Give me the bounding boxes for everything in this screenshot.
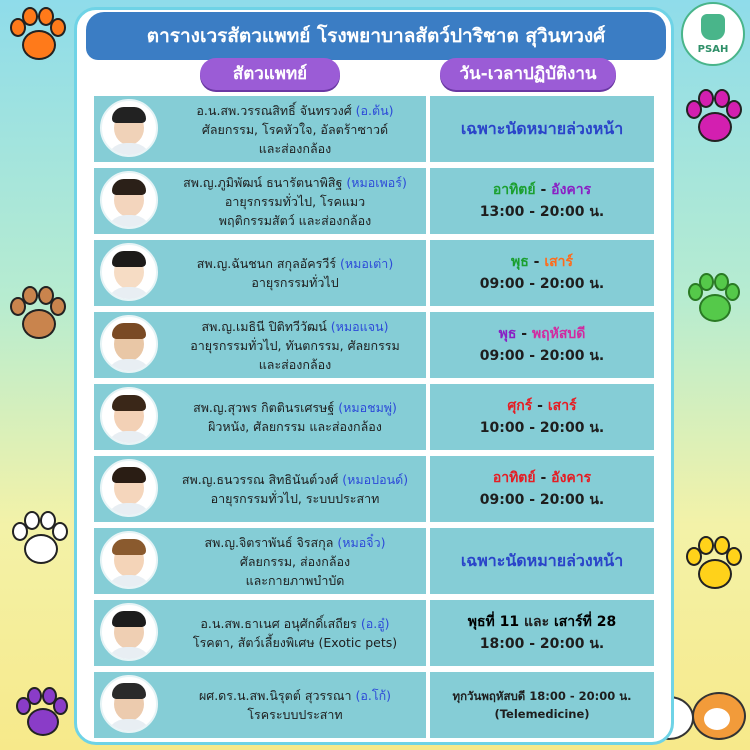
- table-row: [94, 312, 654, 378]
- work-days: [493, 467, 591, 489]
- vet-info: [166, 101, 424, 158]
- work-time: 13:00 - 20:00 น.: [479, 204, 605, 220]
- vet-info: [166, 533, 424, 590]
- vet-cell: [94, 384, 426, 450]
- paw-print-icon: [684, 535, 740, 591]
- schedule-cell: [430, 600, 654, 666]
- work-day-end: พฤหัสบดี: [531, 326, 586, 342]
- work-day-end: อังคาร: [551, 182, 592, 198]
- schedule-cell: [430, 528, 654, 594]
- work-day-start: ศุกร์: [507, 398, 533, 414]
- work-days: [493, 179, 591, 201]
- work-days: [468, 611, 617, 633]
- vet-specialty: อายุรกรรมทั่วไป, ระบบประสาท: [210, 491, 380, 506]
- vet-specialty: และส่องกล้อง: [258, 356, 332, 372]
- page-title: ตารางเวรสัตวแพทย์ โรงพยาบาลสัตว์ปาริชาต สุวินทวงศ์: [86, 12, 666, 60]
- vet-name-line: [166, 686, 424, 705]
- logo-text: PSAH: [697, 44, 729, 55]
- paw-print-icon: [10, 510, 66, 566]
- vet-name-line: [166, 614, 424, 633]
- table-row: [94, 384, 654, 450]
- appointment-only-label: เฉพาะนัดหมายล่วงหน้า: [460, 551, 624, 570]
- paw-print-icon: [8, 6, 64, 62]
- vet-nickname: (หมอปอนด์): [342, 472, 409, 487]
- appointment-only-label: เฉพาะนัดหมายล่วงหน้า: [460, 119, 624, 138]
- vet-name-line: [166, 173, 424, 192]
- work-day-end: อังคาร: [551, 470, 592, 486]
- vet-cell: [94, 456, 426, 522]
- vet-avatar: [100, 171, 158, 229]
- vet-specialty: อายุรกรรมทั่วไป, โรคแมว: [224, 193, 366, 209]
- paw-print-icon: [14, 686, 66, 738]
- vet-name: สพ.ญ.จิตราพันธ์ จิรสกุล: [204, 534, 334, 550]
- paw-print-icon: [684, 88, 740, 144]
- vet-specialty: อายุรกรรมทั่วไป: [251, 275, 339, 290]
- table-row: [94, 600, 654, 666]
- work-time: 09:00 - 20:00 น.: [479, 348, 605, 364]
- vet-info: [166, 470, 424, 508]
- vet-name-line: [166, 470, 424, 489]
- vet-avatar: [100, 531, 158, 589]
- schedule-cell: [430, 672, 654, 738]
- vet-info: [166, 173, 424, 230]
- vet-info: [166, 614, 424, 652]
- table-row: [94, 96, 654, 162]
- schedule-column-header: วัน-เวลาปฏิบัติงาน: [440, 58, 616, 90]
- vet-nickname: (อ.อู๋): [360, 616, 390, 631]
- vet-avatar: [100, 387, 158, 445]
- vet-specialty: และส่องกล้อง: [258, 140, 332, 156]
- work-day-start: อาทิตย์: [492, 470, 536, 486]
- work-day-start: อาทิตย์: [492, 182, 536, 198]
- vet-specialty: และกายภาพบำบัด: [245, 572, 345, 588]
- hospital-logo: [681, 2, 745, 66]
- work-time: 09:00 - 20:00 น.: [479, 492, 605, 508]
- work-days: [511, 251, 573, 273]
- day-connector: -: [532, 398, 548, 414]
- vet-specialty: โรคตา, สัตว์เลี้ยงพิเศษ (Exotic pets): [192, 635, 398, 650]
- vet-name-line: [166, 317, 424, 336]
- vet-cell: [94, 96, 426, 162]
- vet-specialty: ศัลยกรรม, ส่องกล้อง: [239, 553, 351, 569]
- work-day-end: เสาร์ที่ 28: [553, 614, 617, 630]
- vet-avatar: [100, 603, 158, 661]
- work-day-start: พุธ: [510, 254, 529, 270]
- vet-name: ผศ.ดร.น.สพ.นิรุตต์ สุวรรณา: [198, 688, 352, 703]
- vet-avatar: [100, 315, 158, 373]
- vet-avatar: [100, 675, 158, 733]
- vet-name: อ.น.สพ.ธาเนศ อนุศักดิ์เสถียร: [200, 616, 357, 631]
- telemedicine-time: ทุกวันพฤหัสบดี 18:00 - 20:00 น.: [452, 689, 632, 703]
- schedule-cell: [430, 240, 654, 306]
- vet-name: สพ.ญ.ธนวรรณ สิทธินันต์วงศ์: [181, 472, 339, 487]
- vet-nickname: (หมอชมพู่): [338, 400, 397, 415]
- vet-name: สพ.ญ.ภูมิพัฒน์ ธนารัตนาพิสิฐ: [183, 174, 343, 190]
- vet-info: [166, 398, 424, 436]
- paw-print-icon: [8, 285, 64, 341]
- vet-cell: [94, 672, 426, 738]
- paw-print-icon: [686, 272, 738, 324]
- table-row: [94, 456, 654, 522]
- schedule-cell: [430, 96, 654, 162]
- day-connector: -: [535, 470, 552, 486]
- vet-specialty: พฤติกรรมสัตว์ และส่องกล้อง: [218, 212, 372, 228]
- vet-specialty: อายุรกรรมทั่วไป, ทันตกรรม, ศัลยกรรม: [190, 337, 400, 353]
- vet-name-line: [166, 254, 424, 273]
- vet-avatar: [100, 99, 158, 157]
- vet-column-header: สัตวแพทย์: [200, 58, 340, 90]
- vet-cell: [94, 600, 426, 666]
- vet-avatar: [100, 243, 158, 301]
- vet-name-line: [166, 101, 424, 120]
- work-days: [507, 395, 576, 417]
- vet-info: [166, 686, 424, 724]
- vet-nickname: (อ.โก้): [355, 688, 392, 703]
- day-connector: และ: [523, 614, 550, 630]
- vet-info: [166, 317, 424, 374]
- work-day-start: พุธที่ 11: [467, 614, 520, 630]
- telemedicine-label: (Telemedicine): [494, 707, 590, 721]
- vet-nickname: (หมอเพอร์): [346, 174, 407, 190]
- vet-name-line: [166, 533, 424, 552]
- schedule-cell: [430, 384, 654, 450]
- vet-name: อ.น.สพ.วรรณสิทธิ์ จันทรวงศ์: [196, 102, 352, 118]
- vet-specialty: โรคระบบประสาท: [247, 707, 343, 722]
- vet-cell: [94, 168, 426, 234]
- table-row: [94, 672, 654, 738]
- table-row: [94, 168, 654, 234]
- vet-info: [166, 254, 424, 292]
- work-day-end: เสาร์: [544, 254, 574, 270]
- day-connector: -: [535, 182, 552, 198]
- work-time: 09:00 - 20:00 น.: [479, 276, 605, 292]
- vet-name: สพ.ญ.สุวพร กิตตินรเศรษฐ์: [193, 400, 335, 415]
- vet-nickname: (หมอเต่า): [340, 256, 394, 271]
- vet-specialty: ศัลยกรรม, โรคหัวใจ, อัลตร้าซาวด์: [201, 121, 389, 137]
- vet-cell: [94, 240, 426, 306]
- vet-name: สพ.ญ.เมธินี ปิติทวีวัฒน์: [201, 318, 327, 334]
- work-days: [499, 323, 586, 345]
- work-time: 10:00 - 20:00 น.: [479, 420, 605, 436]
- vet-cell: [94, 528, 426, 594]
- schedule-cell: [430, 456, 654, 522]
- schedule-cell: [430, 168, 654, 234]
- day-connector: -: [516, 326, 532, 342]
- day-connector: -: [528, 254, 545, 270]
- schedule-cell: [430, 312, 654, 378]
- vet-avatar: [100, 459, 158, 517]
- work-day-end: เสาร์: [547, 398, 577, 414]
- table-row: [94, 240, 654, 306]
- work-day-start: พุธ: [498, 326, 517, 342]
- vet-nickname: (หมอแจน): [330, 318, 389, 334]
- vet-nickname: (อ.ต้น): [355, 102, 394, 118]
- table-row: [94, 528, 654, 594]
- vet-name-line: [166, 398, 424, 417]
- vet-nickname: (หมอจิ๋ว): [337, 534, 386, 550]
- vet-specialty: ผิวหนัง, ศัลยกรรม และส่องกล้อง: [208, 419, 382, 434]
- vet-cell: [94, 312, 426, 378]
- vet-name: สพ.ญ.ฉันชนก สกุลอัครวีร์: [196, 256, 337, 271]
- work-time: 18:00 - 20:00 น.: [479, 636, 605, 652]
